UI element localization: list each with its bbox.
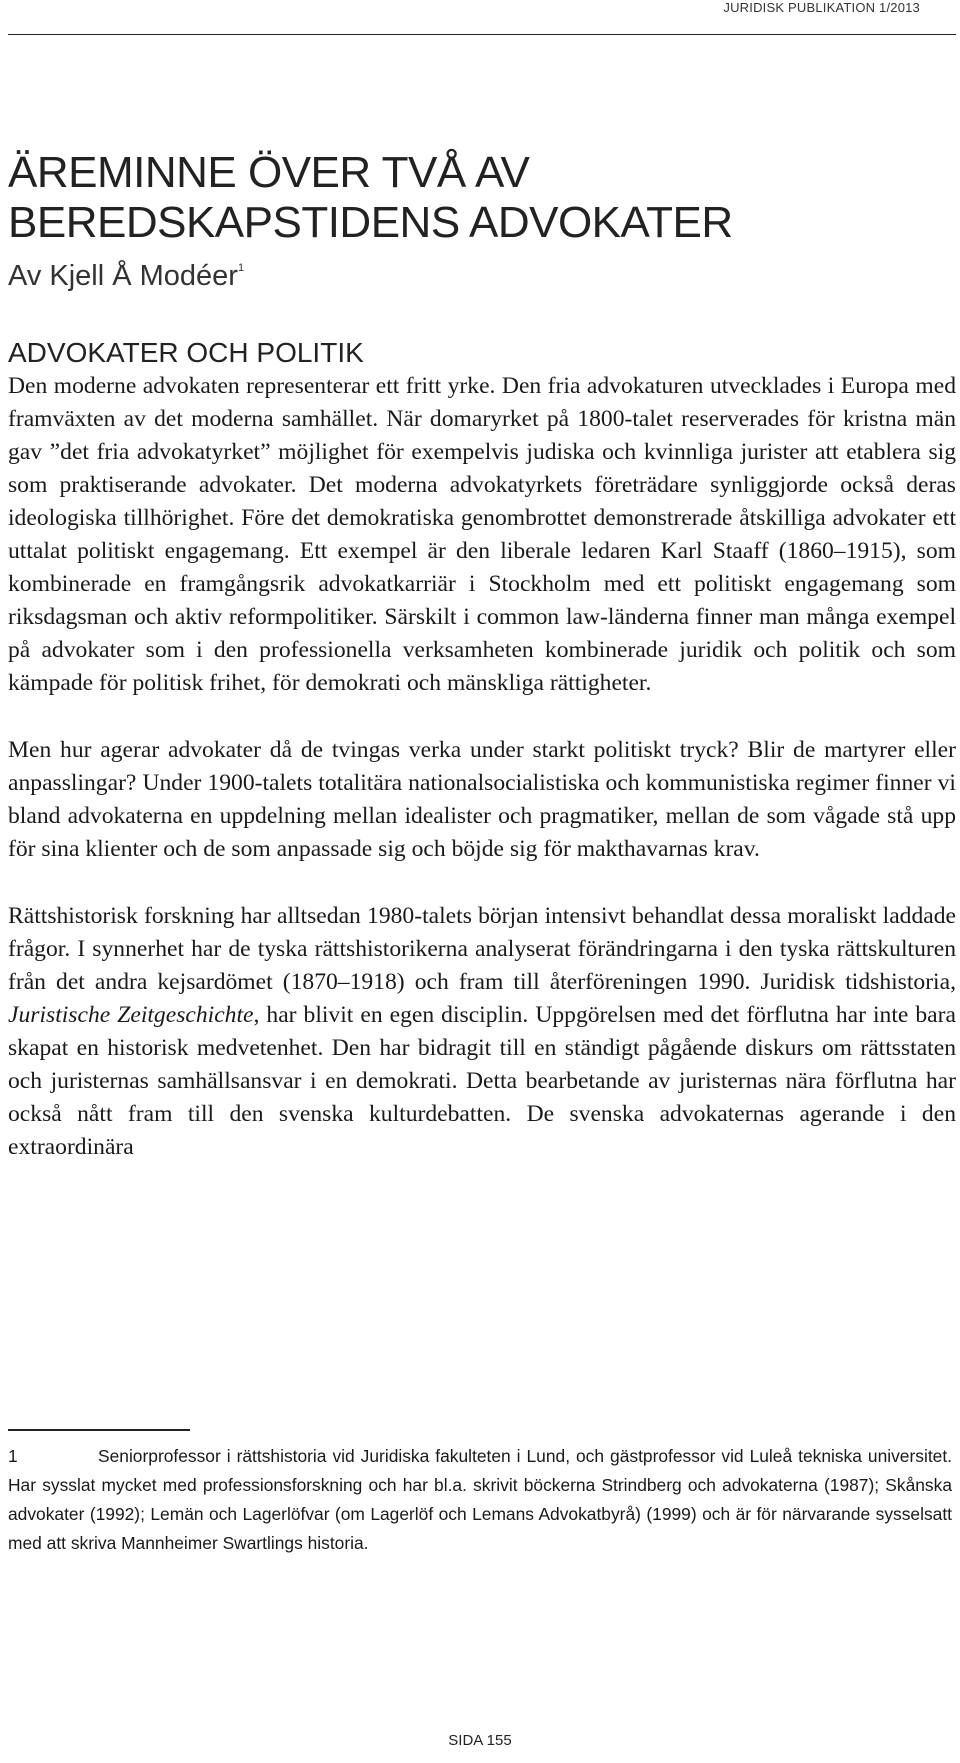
paragraph-3-italic-term: Juristische Zeitgeschichte <box>8 1002 254 1028</box>
section-heading: ADVOKATER OCH POLITIK <box>8 337 364 368</box>
page-number: SIDA 155 <box>448 1732 512 1749</box>
article-title: ÄREMINNE ÖVER TVÅ AV BEREDSKAPSTIDENS ADVOKATER <box>8 148 733 247</box>
running-header: JURIDISK PUBLIKATION 1/2013 <box>723 0 920 15</box>
paragraph-3 <box>8 900 956 1164</box>
author-name: Av Kjell Å Modéer <box>8 260 238 292</box>
paragraph-3-part-1: Rättshistorisk forskning har alltsedan 1980-talets början intensivt behandlat dessa moraliskt laddade frågor. I synnerhet har de tyska rättshistorikerna analyserat förändringarna i den tyska rättskulturen från det andra kejsardömet (1870–1918) och fram till återföreningen 1990. Juridisk tidshistoria, <box>8 903 956 995</box>
paragraph-2: Men hur agerar advokater då de tvingas verka under starkt politiskt tryck? Blir de martyrer eller anpasslingar? Under 1900-talets totalitära nationalsocialistiska och kommunistiska regimer finner vi bland advokaterna en uppdelning mellan idealister och pragmatiker, mellan de som vågade stå upp för sina klienter och de som anpassade sig och böjde sig för makthavarnas krav. <box>8 737 956 862</box>
footnote-rule <box>8 1429 190 1431</box>
article-content <box>8 148 956 1164</box>
author-footnote-marker[interactable]: 1 <box>237 262 245 274</box>
footnote <box>8 1442 952 1558</box>
header-rule <box>8 34 956 35</box>
footnote-text: Seniorprofessor i rättshistoria vid Juridiska fakulteten i Lund, och gästprofessor vid Luleå tekniska universitet. Har sysslat mycket med professionsforskning och har bl.a. skrivit böckerna Strindberg och advokaterna (1987); Skånska advokater (1992); Lemän och Lagerlöfvar (om Lagerlöf och Lemans Advokatbyrå) (1999) och är för närvarande sysselsatt med att skriva Mannheimer Swartlings historia. <box>8 1446 952 1553</box>
footnote-number: 1 <box>8 1446 18 1466</box>
article-author <box>8 250 956 294</box>
paragraph-3-part-2: , har blivit en egen disciplin. Uppgörelsen med det förflutna har inte bara skapat en historisk medvetenhet. Den har bidragit till en ständigt pågående diskurs om rättsstaten och juristernas samhällsansvar i en demokrati. Detta bearbetande av juristernas nära förflutna har också nått fram till den svenska kulturdebatten. De svenska advokaternas agerande i den extraordinära <box>8 1002 956 1160</box>
paragraph-1: Den moderne advokaten representerar ett fritt yrke. Den fria advokaturen utvecklades i Europa med framväxten av det moderna samhället. När domaryrket på 1800-talet reserverades för kristna män gav ”det fria advokatyrket” möjlighet för exempelvis judiska och kvinnliga jurister att etablera sig som praktiserande advokater. Det moderna advokatyrkets företrädare synliggjorde också deras ideologiska tillhörighet. Före det demokratiska genombrottet demonstrerade åtskilliga advokater ett uttalat politiskt engagemang. Ett exempel är den liberale ledaren Karl Staaff (1860–1915), som kombinerade en framgångsrik advokatkarriär i Stockholm med ett politiskt engagemang som riksdagsman och aktiv reformpolitiker. Särskilt i common law-länderna finner man många exempel på advokater som i den professionella verksamheten kombinerade juridik och politik och som kämpade för politisk frihet, för demokrati och mänskliga rättigheter. <box>8 373 956 696</box>
